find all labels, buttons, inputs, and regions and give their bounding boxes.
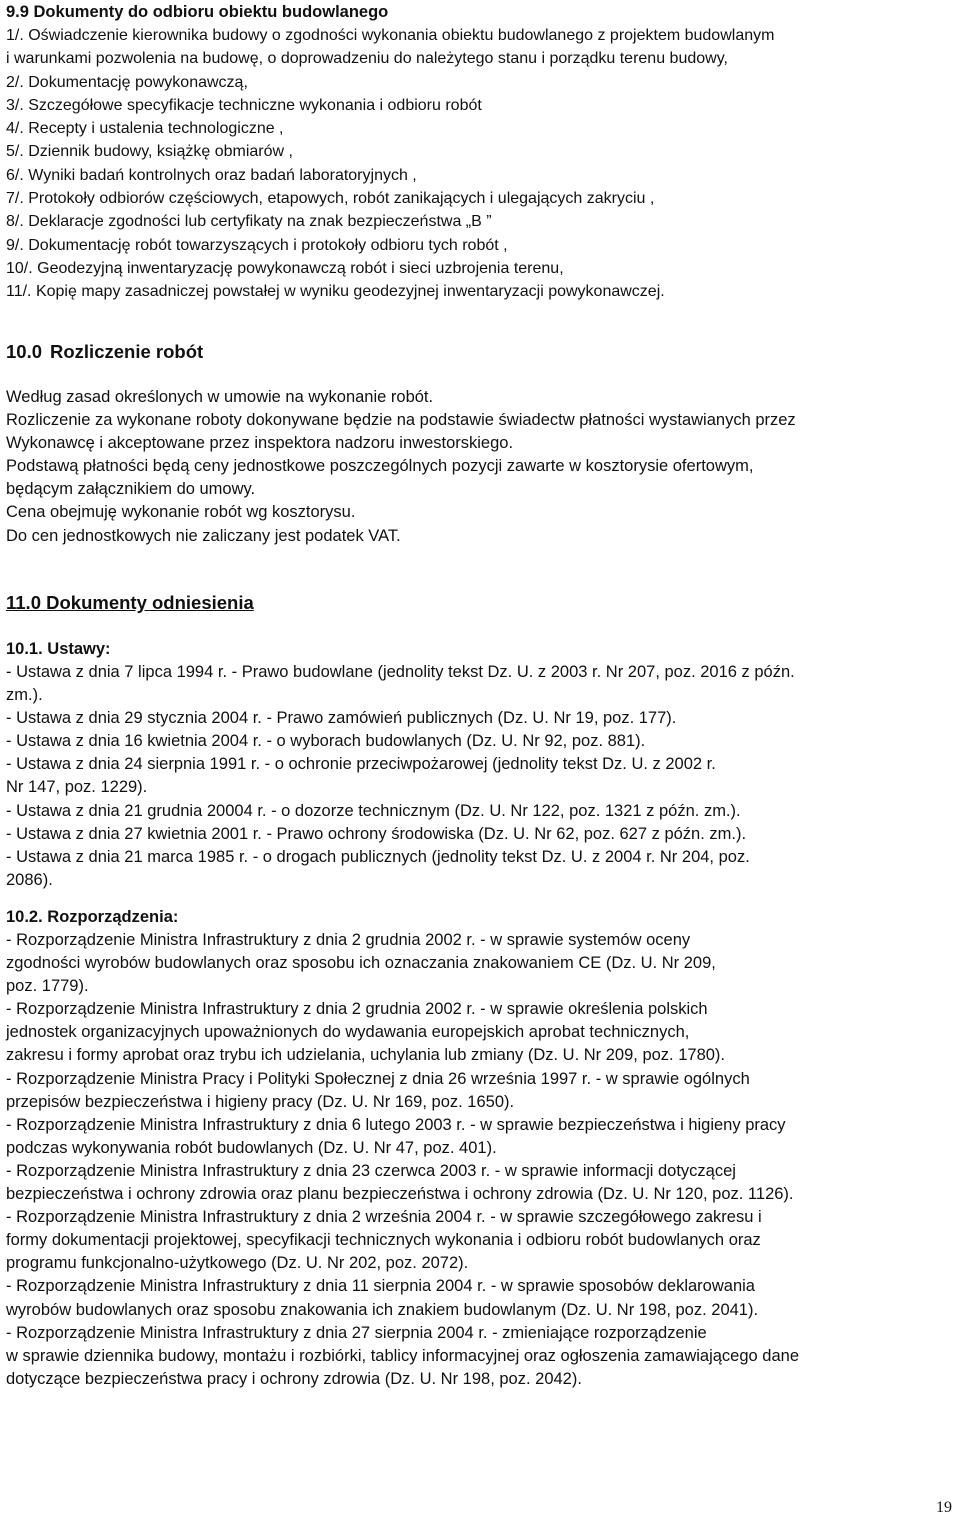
reference-line: - Rozporządzenie Ministra Infrastruktury z dnia 2 września 2004 r. - w sprawie szczegółowego zakresu i [6,1208,762,1227]
rozporzadzenia-block [6,906,956,1391]
list-item: 9/. Dokumentację robót towarzyszących i protokoły odbioru tych robót , [6,236,508,254]
reference-line: - Rozporządzenie Ministra Pracy i Polityki Społecznej z dnia 26 września 1997 r. - w sprawie ogólnych [6,1069,750,1088]
reference-line: - Ustawa z dnia 16 kwietnia 2004 r. - o wyborach budowlanych (Dz. U. Nr 92, poz. 881). [6,732,646,751]
section-10-heading [6,340,956,364]
list-item: 6/. Wyniki badań kontrolnych oraz badań laboratoryjnych , [6,166,417,184]
reference-line: - Ustawa z dnia 7 lipca 1994 r. - Prawo budowlane (jednolity tekst Dz. U. z 2003 r. Nr 207, poz. 2016 z późn. [6,663,795,681]
reference-line: wyrobów budowlanych oraz sposobu znakowania ich znakiem budowlanym (Dz. U. Nr 198, poz. 2041). [6,1300,759,1319]
reference-line: 2086). [6,870,53,889]
page-number: 19 [936,1499,952,1516]
paragraph-line: Cena obejmuję wykonanie robót wg kosztorysu. [6,503,356,522]
reference-line: jednostek organizacyjnych upoważnionych do wydawania europejskich aprobat technicznych, [6,1023,690,1042]
list-item: 1/. Oświadczenie kierownika budowy o zgodności wykonania obiektu budowlanego z projektem budowlanym [6,27,775,44]
reference-line: - Ustawa z dnia 29 stycznia 2004 r. - Prawo zamówień publicznych (Dz. U. Nr 19, poz. 177). [6,709,677,728]
reference-line: Nr 147, poz. 1229). [6,778,148,797]
reference-line: formy dokumentacji projektowej, specyfikacji technicznych wykonania i odbioru robót budowlanych oraz [6,1231,761,1250]
section-10-title: Rozliczenie robót [50,341,204,362]
paragraph-line: Do cen jednostkowych nie zaliczany jest podatek VAT. [6,526,401,545]
section-11-title: 11.0 Dokumenty odniesienia [6,592,254,613]
reference-line: - Rozporządzenie Ministra Infrastruktury z dnia 11 sierpnia 2004 r. - w sprawie sposobów deklarowania [6,1277,755,1296]
list-item: 8/. Deklaracje zgodności lub certyfikaty na znak bezpieczeństwa „B ” [6,213,492,231]
list-item: 11/. Kopię mapy zasadniczej powstałej w wyniku geodezyjnej inwentaryzacji powykonawczej. [6,283,665,301]
reference-line: poz. 1779). [6,977,89,996]
reference-line: w sprawie dziennika budowy, montażu i rozbiórki, tablicy informacyjnej oraz ogłoszenia zamawiającego dane [6,1346,800,1365]
section-11-heading [6,591,956,615]
reference-line: - Rozporządzenie Ministra Infrastruktury z dnia 23 czerwca 2003 r. - w sprawie informacji dotyczącej [6,1161,736,1180]
paragraph-line: Według zasad określonych w umowie na wykonanie robót. [6,388,434,406]
section-10-body [6,386,956,548]
list-item: i warunkami pozwolenia na budowę, o doprowadzeniu do należytego stanu i porządku terenu budowy, [6,50,728,68]
reference-line: podczas wykonywania robót budowlanych (Dz. U. Nr 47, poz. 401). [6,1138,497,1157]
section-10-number: 10.0 [6,341,43,362]
paragraph-line: Podstawą płatności będą ceny jednostkowe poszczególnych pozycji zawarte w kosztorysie ofertowym, [6,457,754,476]
section-9-9-heading: 9.9 Dokumenty do odbioru obiektu budowlanego [6,3,389,21]
list-item: 7/. Protokoły odbiorów częściowych, etapowych, robót zanikających i ulegających zakryciu , [6,190,655,208]
reference-line: zgodności wyrobów budowlanych oraz sposobu ich oznaczania znakowaniem CE (Dz. U. Nr 209, [6,954,716,973]
reference-line: - Ustawa z dnia 24 sierpnia 1991 r. - o ochronie przeciwpożarowej (jednolity tekst Dz. U. z 2002 r. [6,755,716,774]
list-item: 5/. Dziennik budowy, książkę obmiarów , [6,143,293,161]
reference-line: - Rozporządzenie Ministra Infrastruktury z dnia 27 sierpnia 2004 r. - zmieniające rozporządzenie [6,1323,707,1342]
reference-line: - Ustawa z dnia 27 kwietnia 2001 r. - Prawo ochrony środowiska (Dz. U. Nr 62, poz. 627 z późn. zm.). [6,824,747,843]
paragraph-line: będącym załącznikiem do umowy. [6,480,256,499]
reference-line: przepisów bezpieczeństwa i higieny pracy (Dz. U. Nr 169, poz. 1650). [6,1092,515,1111]
reference-line: - Rozporządzenie Ministra Infrastruktury z dnia 2 grudnia 2002 r. - w sprawie systemów oceny [6,931,691,949]
section-11 [6,591,956,615]
ustawy-block [6,638,956,892]
documents-list [6,24,956,304]
reference-line: zakresu i formy aprobat oraz trybu ich udzielania, uchylania lub zmiany (Dz. U. Nr 209, poz. 1780). [6,1046,725,1065]
list-item: 10/. Geodezyjną inwentaryzację powykonawczą robót i sieci uzbrojenia terenu, [6,259,564,277]
list-item: 2/. Dokumentację powykonawczą, [6,73,248,91]
reference-line: zm.). [6,686,43,705]
reference-line: - Rozporządzenie Ministra Infrastruktury z dnia 6 lutego 2003 r. - w sprawie bezpieczeństwa i higieny pracy [6,1115,786,1134]
list-item: 4/. Recepty i ustalenia technologiczne , [6,120,284,138]
reference-line: dotyczące bezpieczeństwa pracy i ochrony zdrowia (Dz. U. Nr 198, poz. 2042). [6,1369,582,1388]
rozporzadzenia-heading: 10.2. Rozporządzenia: [6,908,179,926]
section-10 [6,340,956,364]
ustawy-heading: 10.1. Ustawy: [6,640,111,658]
paragraph-line: Rozliczenie za wykonane roboty dokonywane będzie na podstawie świadectw płatności wystawianych przez [6,411,796,430]
reference-line: - Ustawa z dnia 21 marca 1985 r. - o drogach publicznych (jednolity tekst Dz. U. z 2004 r. Nr 204, poz. [6,847,750,866]
list-item: 3/. Szczegółowe specyfikacje techniczne wykonania i odbioru robót [6,96,482,114]
reference-line: - Ustawa z dnia 21 grudnia 20004 r. - o dozorze technicznym (Dz. U. Nr 122, poz. 1321 z późn. zm.). [6,801,741,820]
reference-line: bezpieczeństwa i ochrony zdrowia oraz planu bezpieczeństwa i ochrony zdrowia (Dz. U. Nr 120, poz. 1126). [6,1185,794,1204]
reference-line: - Rozporządzenie Ministra Infrastruktury z dnia 2 grudnia 2002 r. - w sprawie określenia polskich [6,1000,708,1019]
section-9-9 [6,1,956,304]
reference-line: programu funkcjonalno-użytkowego (Dz. U. Nr 202, poz. 2072). [6,1254,469,1273]
paragraph-line: Wykonawcę i akceptowane przez inspektora nadzoru inwestorskiego. [6,434,514,453]
